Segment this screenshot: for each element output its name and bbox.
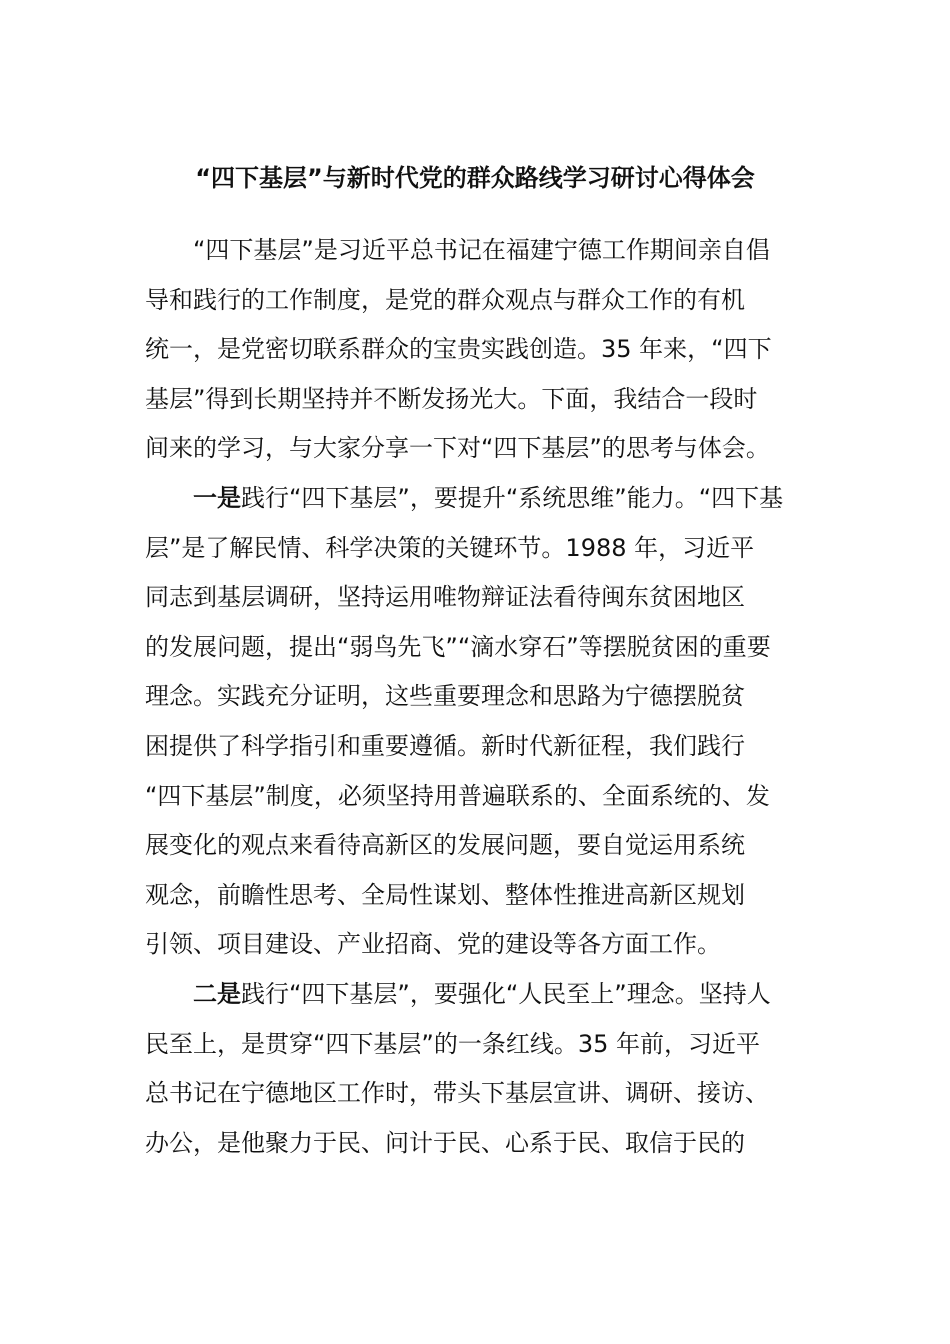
text-line: “四下基层”制度，必须坚持用普遍联系的、全面系统的、发: [145, 781, 770, 810]
text-line: 统一，是党密切联系群众的宝贵实践创造。35 年来，“四下: [145, 335, 772, 364]
text-line: 民至上，是贯穿“四下基层”的一条红线。35 年前，习近平: [145, 1029, 761, 1058]
text-line: 同志到基层调研，坚持运用唯物辩证法看待闽东贫困地区: [145, 583, 745, 612]
text-line-rest: 践行“四下基层”，要强化“人民至上”理念。坚持人: [241, 979, 771, 1008]
text-line: 间来的学习，与大家分享一下对“四下基层”的思考与体会。: [145, 434, 770, 463]
text-line: 理念。实践充分证明，这些重要理念和思路为宁德摆脱贫: [145, 682, 745, 711]
paragraph-intro: [145, 226, 805, 474]
text-line: 观念，前瞻性思考、全局性谋划、整体性推进高新区规划: [145, 880, 745, 909]
text-line: [145, 970, 805, 1020]
document-title: “四下基层”与新时代党的群众路线学习研讨心得体会: [195, 164, 755, 192]
text-line: 展变化的观点来看待高新区的发展问题，要自觉运用系统: [145, 831, 745, 860]
text-line: 引领、项目建设、产业招商、党的建设等各方面工作。: [145, 930, 721, 959]
text-line: “四下基层”是习近平总书记在福建宁德工作期间亲自倡: [193, 236, 770, 264]
text-line: 办公，是他聚力于民、问计于民、心系于民、取信于民的: [145, 1128, 745, 1157]
paragraph-point-two: [145, 970, 805, 1168]
text-line: 基层”得到长期坚持并不断发扬光大。下面，我结合一段时: [145, 384, 758, 413]
document-body: [145, 226, 805, 1168]
paragraph-point-one: [145, 474, 805, 970]
text-line-rest: 践行“四下基层”，要提升“系统思维”能力。“四下基: [241, 483, 784, 512]
paragraph-lead: 二是: [193, 979, 241, 1008]
text-line: 困提供了科学指引和重要遵循。新时代新征程，我们践行: [145, 731, 745, 760]
text-line: [145, 474, 805, 524]
text-line: 总书记在宁德地区工作时，带头下基层宣讲、调研、接访、: [145, 1079, 769, 1108]
text-line: 层”是了解民情、科学决策的关键环节。1988 年，习近平: [145, 533, 755, 562]
paragraph-lead: 一是: [193, 483, 241, 512]
text-line: 的发展问题，提出“弱鸟先飞”“滴水穿石”等摆脱贫困的重要: [145, 632, 771, 661]
text-line: 导和践行的工作制度，是党的群众观点与群众工作的有机: [145, 285, 745, 314]
